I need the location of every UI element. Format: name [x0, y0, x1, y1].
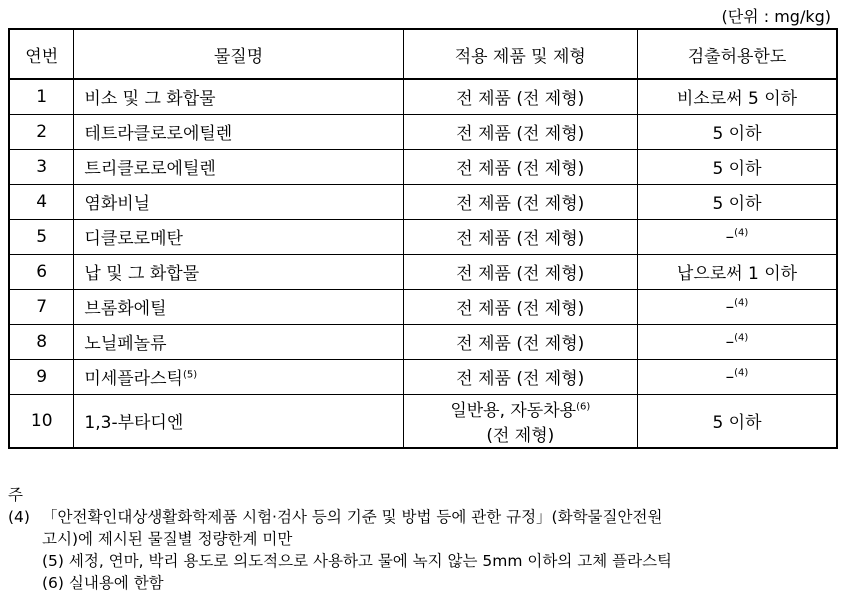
cell-no	[9, 324, 74, 359]
cell-scope	[403, 184, 637, 219]
cell-scope	[403, 394, 637, 448]
limit-text: 비소로써 5 이하	[676, 89, 798, 110]
footnote-ref: (4)	[734, 366, 749, 378]
cell-substance	[74, 254, 403, 289]
cell-no	[9, 219, 74, 254]
scope-text-line2: (전 제형)	[486, 425, 555, 446]
header-scope: 적용 제품 및 제형	[403, 29, 637, 79]
table-row	[9, 324, 837, 359]
limit-text: –	[725, 331, 735, 352]
scope-text: 전 제품 (전 제형)	[456, 89, 585, 110]
footnote-4	[8, 484, 838, 528]
footnote-ref: (4)	[734, 331, 749, 343]
header-substance: 물질명	[74, 29, 403, 79]
substance-name: 염화비닐	[84, 194, 151, 214]
scope-text: 전 제품 (전 제형)	[456, 264, 585, 284]
cell-no	[9, 254, 74, 289]
cell-limit	[637, 219, 837, 254]
cell-limit	[637, 289, 837, 324]
row-number: 1	[36, 86, 48, 107]
cell-limit	[637, 79, 837, 114]
cell-no	[9, 359, 74, 394]
cell-substance	[74, 324, 403, 359]
cell-scope	[403, 219, 637, 254]
cell-scope	[403, 359, 637, 394]
header-no: 연번	[9, 29, 74, 79]
scope-text: 전 제품 (전 제형)	[456, 124, 585, 144]
cell-no	[9, 289, 74, 324]
scope-text: 전 제품 (전 제형)	[456, 159, 585, 179]
table-row	[9, 254, 837, 289]
footnote-5: (5) 세정, 연마, 박리 용도로 의도적으로 사용하고 물에 녹지 않는 5mm 이하의 고체 플라스틱	[42, 552, 673, 570]
cell-scope	[403, 289, 637, 324]
cell-no	[9, 184, 74, 219]
cell-limit	[637, 254, 837, 289]
row-number: 10	[30, 410, 53, 431]
footnote-4-mark: 주(4)	[8, 486, 30, 526]
cell-limit	[637, 114, 837, 149]
footnote-ref: (4)	[734, 296, 749, 308]
cell-substance	[74, 184, 403, 219]
footnote-4-line1: 「안전확인대상생활화학제품 시험·검사 등의 기준 및 방법 등에 관한 규정」(화학물질안전원	[42, 508, 663, 526]
cell-limit	[637, 149, 837, 184]
cell-scope	[403, 79, 637, 114]
footnote-6: (6) 실내용에 한함	[42, 574, 164, 592]
cell-scope	[403, 149, 637, 184]
substance-name: 테트라클로로에틸렌	[84, 124, 233, 144]
unit-note: (단위 : mg/kg)	[721, 7, 831, 26]
header-limit: 검출허용한도	[637, 29, 837, 79]
cell-no	[9, 394, 74, 448]
row-number: 7	[36, 296, 48, 317]
cell-substance	[74, 79, 403, 114]
limits-table	[8, 28, 838, 449]
limit-text: 납으로써 1 이하	[676, 264, 798, 284]
scope-text: 전 제품 (전 제형)	[456, 334, 585, 354]
cell-no	[9, 114, 74, 149]
table-row	[9, 394, 837, 448]
table-row	[9, 149, 837, 184]
table-header-row	[9, 29, 837, 79]
limit-text: 5 이하	[712, 194, 762, 214]
scope-text: 전 제품 (전 제형)	[456, 229, 585, 249]
substance-name: 1,3-부타디엔	[84, 413, 184, 434]
cell-substance	[74, 289, 403, 324]
cell-no	[9, 79, 74, 114]
substance-name: 디클로로메탄	[84, 229, 183, 249]
footnote-ref: (6)	[576, 401, 591, 413]
cell-limit	[637, 324, 837, 359]
scope-text: 일반용, 자동차용	[450, 400, 577, 421]
limit-text: –	[725, 366, 735, 387]
row-number: 3	[36, 156, 48, 177]
cell-no	[9, 149, 74, 184]
cell-scope	[403, 114, 637, 149]
footnotes	[8, 484, 838, 594]
footnote-ref: (5)	[182, 369, 198, 381]
substance-name: 납 및 그 화합물	[84, 264, 200, 284]
limit-text: 5 이하	[712, 159, 762, 179]
row-number: 9	[36, 366, 48, 387]
cell-substance	[74, 394, 403, 448]
limit-text: 5 이하	[712, 413, 762, 434]
table-row	[9, 114, 837, 149]
substance-name: 브롬화에틸	[84, 299, 167, 319]
row-number: 2	[36, 121, 48, 142]
row-number: 8	[36, 331, 48, 352]
footnote-ref: (4)	[734, 226, 749, 238]
cell-scope	[403, 324, 637, 359]
row-number: 4	[36, 191, 48, 212]
cell-substance	[74, 359, 403, 394]
table-row	[9, 289, 837, 324]
cell-substance	[74, 149, 403, 184]
substance-name: 미세플라스틱	[84, 369, 183, 389]
cell-scope	[403, 254, 637, 289]
table-row	[9, 79, 837, 114]
limit-text: –	[725, 226, 735, 247]
cell-substance	[74, 219, 403, 254]
row-number: 5	[36, 226, 48, 247]
table-row	[9, 219, 837, 254]
cell-substance	[74, 114, 403, 149]
table-row	[9, 359, 837, 394]
substance-name: 비소 및 그 화합물	[84, 89, 216, 110]
row-number: 6	[36, 261, 48, 282]
cell-limit	[637, 184, 837, 219]
limit-text: –	[725, 296, 735, 317]
scope-text: 전 제품 (전 제형)	[456, 369, 585, 389]
footnote-4-line2: 고시)에 제시된 물질별 정량한계 미만	[42, 530, 293, 548]
substance-name: 노닐페놀류	[84, 334, 167, 354]
cell-limit	[637, 359, 837, 394]
substance-name: 트리클로로에틸렌	[84, 159, 216, 179]
cell-limit	[637, 394, 837, 448]
scope-text: 전 제품 (전 제형)	[456, 194, 585, 214]
limit-text: 5 이하	[712, 124, 762, 144]
scope-text: 전 제품 (전 제형)	[456, 299, 585, 319]
table-row	[9, 184, 837, 219]
